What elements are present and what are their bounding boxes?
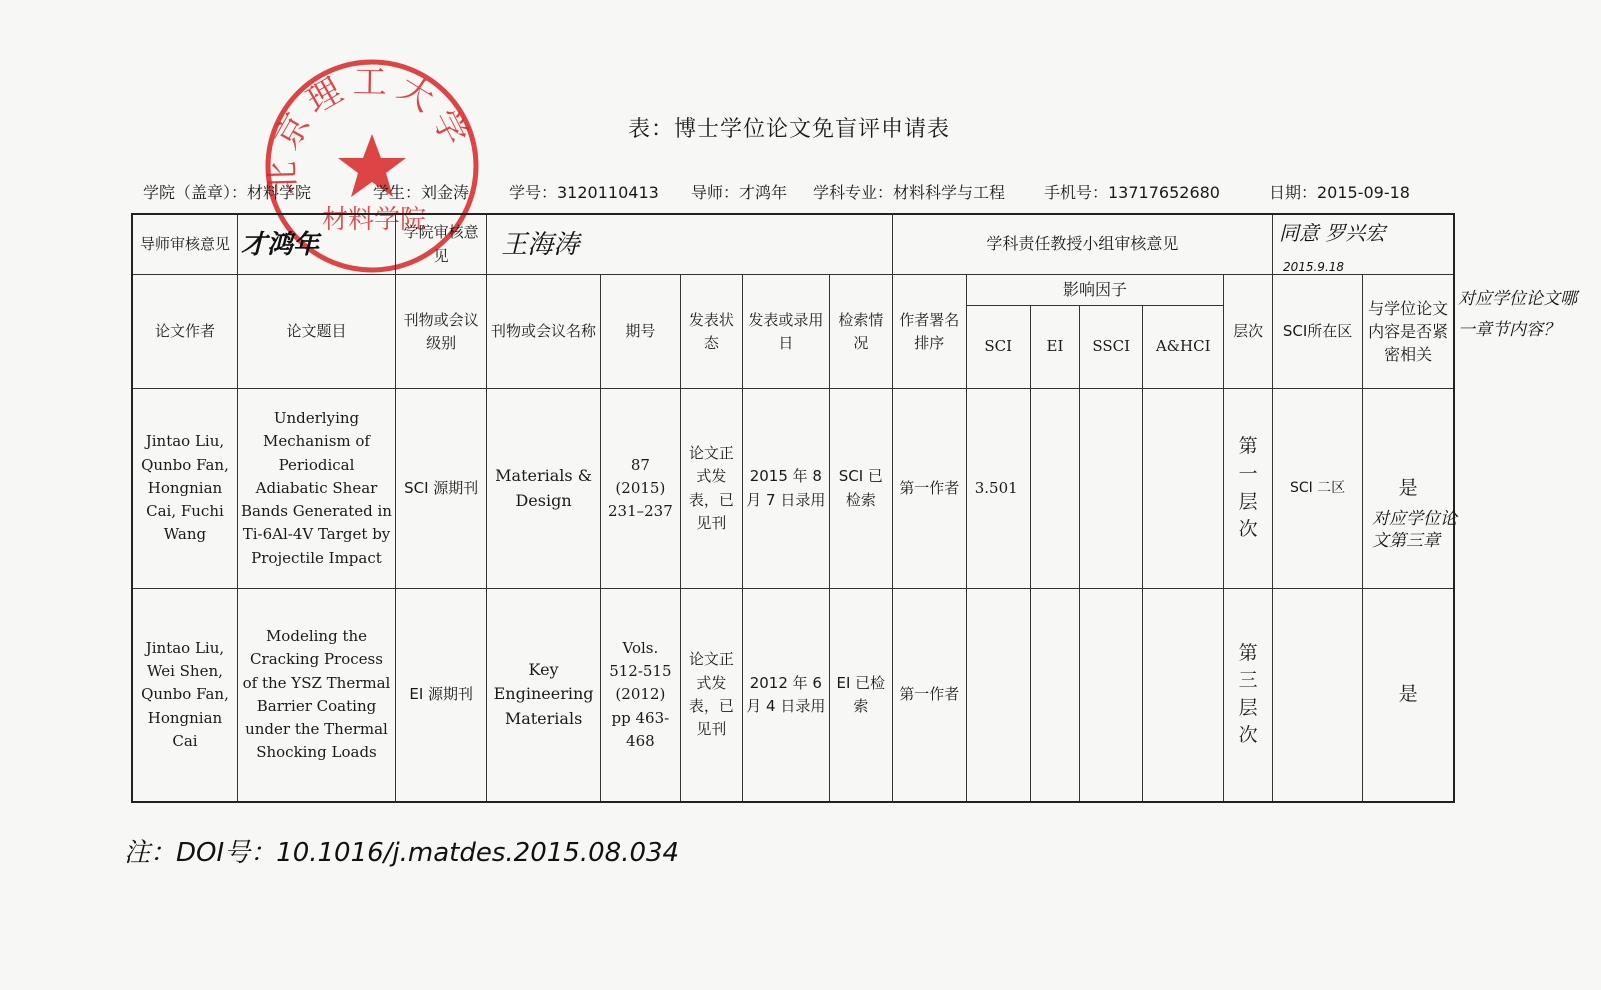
paper-title: Modeling the Cracking Process of the YSZ Thermal Barrier Coating under the Thermal Shocking Loads <box>237 588 395 802</box>
paper-journal: Key Engineering Materials <box>487 588 601 802</box>
header-status: 发表状态 <box>680 275 742 389</box>
header-related: 与学位论文内容是否紧密相关 <box>1363 275 1454 389</box>
paper-date: 2012 年 6 月 4 日录用 <box>742 588 829 802</box>
paper-ssci-if <box>1080 588 1143 802</box>
header-sci: SCI <box>966 305 1030 388</box>
header-order: 作者署名排序 <box>892 275 966 389</box>
advisor-field: 导师：才鸿年 <box>691 183 788 202</box>
header-journal: 刊物或会议名称 <box>487 275 601 389</box>
paper-ei-if <box>1030 389 1080 588</box>
paper-journal: Materials & Design <box>487 389 601 588</box>
college-field: 学院（盖章）：材料学院 <box>143 183 312 202</box>
college-review-label: 学院审核意见 <box>396 214 487 275</box>
header-ssci: SSCI <box>1080 305 1143 388</box>
paper-issue: 87 (2015) 231–237 <box>600 389 680 588</box>
paper-ahci-if <box>1143 389 1224 588</box>
group-review-label: 学科责任教授小组审核意见 <box>892 214 1272 275</box>
paper-issue: Vols. 512-515 (2012) pp 463-468 <box>600 588 680 802</box>
review-row <box>132 214 1454 275</box>
seal-inner-text: 材料学院 <box>321 205 427 235</box>
college-signature: 王海涛 <box>501 229 580 260</box>
paper-tier: 第三层次 <box>1224 588 1273 802</box>
phone-field: 手机号：13717652680 <box>1044 183 1220 202</box>
paper-author-order: 第一作者 <box>892 588 966 802</box>
advisor-signature: 才鸿年 <box>240 229 319 260</box>
paper-ahci-if <box>1143 588 1224 802</box>
paper-review-table <box>131 213 1455 803</box>
paper-title: Underlying Mechanism of Periodical Adiabatic Shear Bands Generated in Ti-6Al-4V Target by Projectile Impact <box>237 389 395 588</box>
table-row <box>132 389 1454 588</box>
paper-index: EI 已检索 <box>829 588 892 802</box>
paper-sci-if <box>966 588 1030 802</box>
paper-related: 是 <box>1363 389 1454 588</box>
group-signature: 同意 罗兴宏 <box>1278 220 1386 245</box>
paper-sci-zone: SCI 二区 <box>1272 389 1362 588</box>
paper-date: 2015 年 8 月 7 日录用 <box>742 389 829 588</box>
paper-status: 论文正式发表，已见刊 <box>680 588 742 802</box>
header-date: 发表或录用日 <box>742 275 829 389</box>
paper-index: SCI 已检索 <box>829 389 892 588</box>
margin-question-note: 对应学位论文哪一章节内容？ <box>1458 289 1577 340</box>
header-level: 刊物或会议级别 <box>396 275 487 389</box>
header-row-1 <box>132 275 1454 306</box>
advisor-review-label: 导师审核意见 <box>132 214 237 275</box>
date-field: 日期：2015-09-18 <box>1269 183 1410 202</box>
header-tier: 层次 <box>1224 275 1273 389</box>
doi-note: 注：DOI号：10.1016/j.matdes.2015.08.034 <box>124 838 680 868</box>
major-field: 学科专业：材料科学与工程 <box>813 183 1006 202</box>
header-ahci: A&HCI <box>1143 305 1224 388</box>
student-id-field: 学号：3120110413 <box>509 183 659 202</box>
header-title: 论文题目 <box>237 275 395 389</box>
paper-sci-if: 3.501 <box>966 389 1030 588</box>
header-impact-factor: 影响因子 <box>966 275 1223 306</box>
seal-ring-text: 北京理工大学 <box>262 62 479 196</box>
paper-ssci-if <box>1080 389 1143 588</box>
paper-authors: Jintao Liu, Wei Shen, Qunbo Fan, Hongnian Cai <box>132 588 237 802</box>
header-sci-zone: SCI所在区 <box>1272 275 1362 389</box>
header-issue: 期号 <box>600 275 680 389</box>
paper-related: 是 <box>1363 588 1454 802</box>
row1-chapter-note: 对应学位论文第三章 <box>1372 509 1457 552</box>
paper-authors: Jintao Liu, Qunbo Fan, Hongnian Cai, Fuchi Wang <box>132 389 237 588</box>
header-ei: EI <box>1030 305 1080 388</box>
header-author: 论文作者 <box>132 275 237 389</box>
group-review-signature-cell <box>1272 214 1454 275</box>
paper-ei-if <box>1030 588 1080 802</box>
paper-level: SCI 源期刊 <box>396 389 487 588</box>
table-row <box>132 588 1454 802</box>
page-title: 表：博士学位论文免盲评申请表 <box>628 117 951 142</box>
paper-sci-zone <box>1272 588 1362 802</box>
paper-tier: 第一层次 <box>1224 389 1273 588</box>
header-index: 检索情况 <box>829 275 892 389</box>
paper-level: EI 源期刊 <box>396 588 487 802</box>
paper-author-order: 第一作者 <box>892 389 966 588</box>
college-review-signature-cell <box>487 214 892 275</box>
advisor-review-signature-cell <box>237 214 395 275</box>
paper-status: 论文正式发表，已见刊 <box>680 389 742 588</box>
group-signature-date: 2015.9.18 <box>1282 259 1345 274</box>
student-field: 学生：刘金涛 <box>373 183 470 202</box>
